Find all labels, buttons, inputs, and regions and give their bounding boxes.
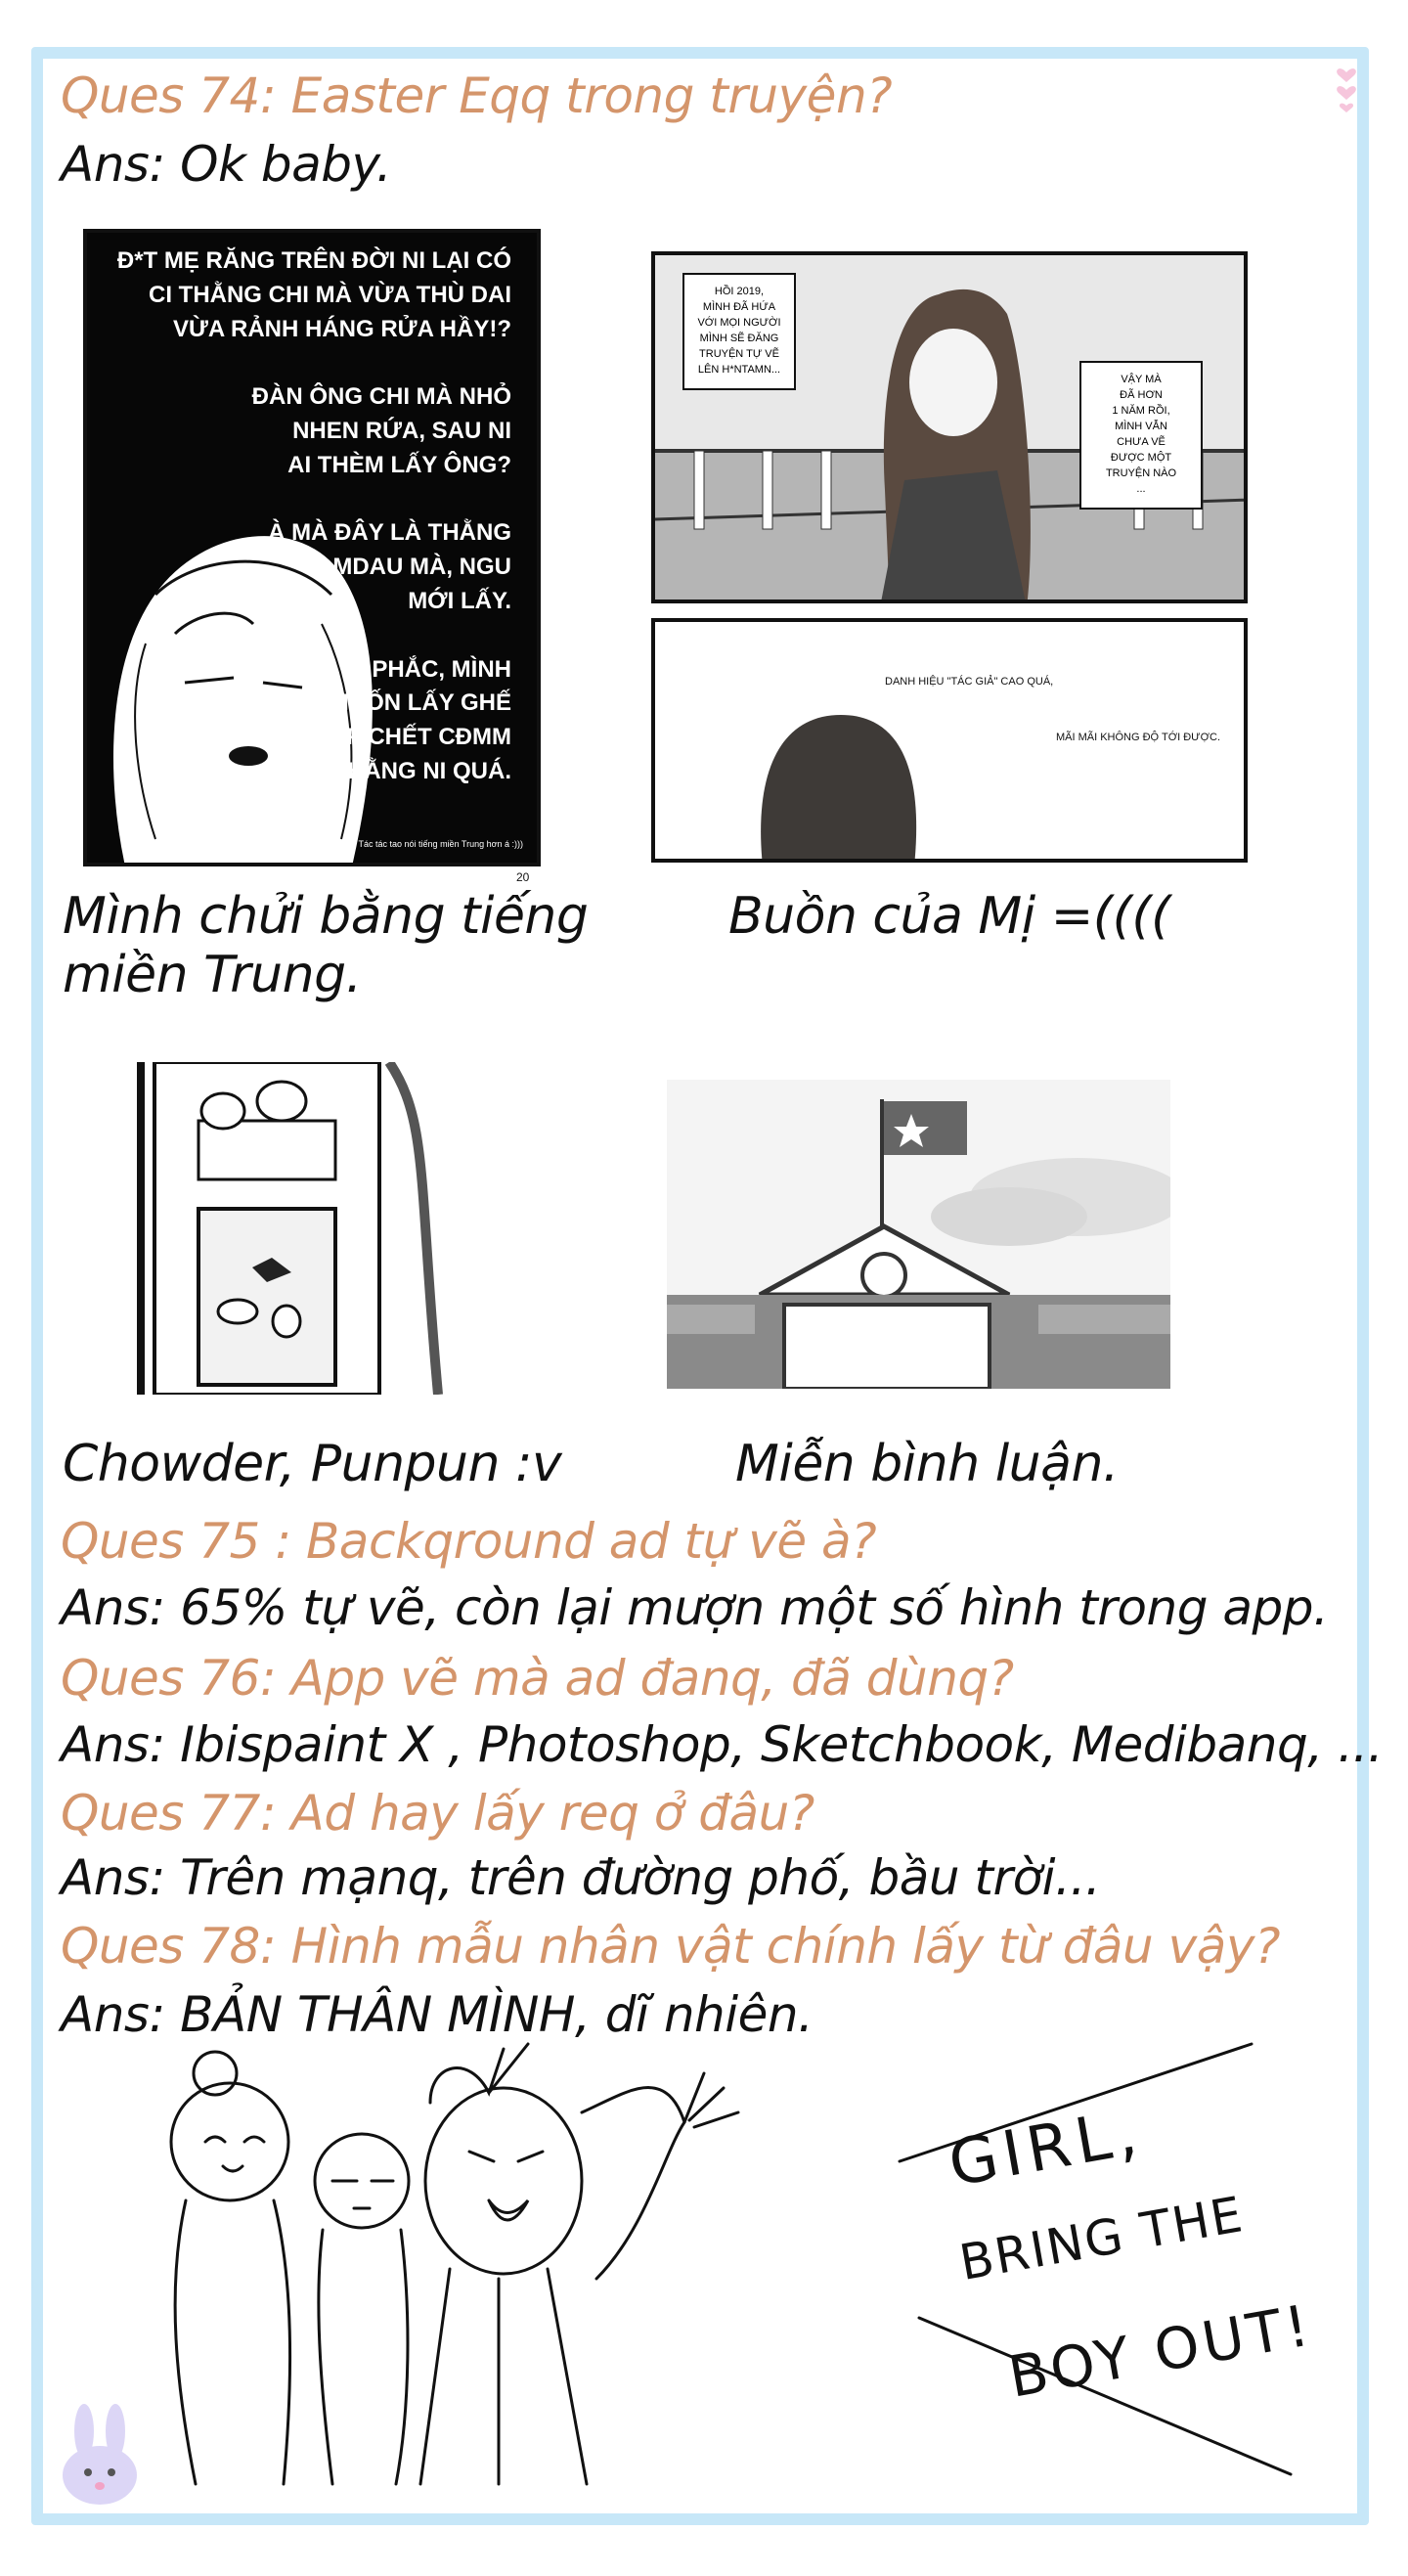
sketch-text-2: BRING THE xyxy=(955,2185,1249,2292)
bunny-icon xyxy=(55,2402,149,2509)
question-74: Ques 74: Easter Eqq trong truyện? xyxy=(61,67,893,124)
narration-line-2: MÃI MÃI KHÔNG ĐỘ TỚI ĐƯỢC. xyxy=(1056,732,1221,743)
answer-78: Ans: BẢN THÂN MÌNH, dĩ nhiên. xyxy=(61,1986,814,2043)
answer-74: Ans: Ok baby. xyxy=(61,136,392,193)
question-75: Ques 75 : Backqround ad tự vẽ à? xyxy=(61,1513,877,1570)
hearts-icon xyxy=(1332,59,1361,117)
question-77: Ques 77: Ad hay lấy req ở đâu? xyxy=(61,1785,814,1842)
caption-chowder: Chowder, Punpun :v xyxy=(63,1435,562,1493)
cupboard-sketch xyxy=(145,1062,450,1395)
narration-box-1: HỒI 2019, MÌNH ĐÃ HỨA VỚI MỌI NGƯỜI MÌNH SẼ ĐĂNG TRUYỆN TỰ VẼ LÊN H*NTAMN... xyxy=(682,273,796,390)
question-76: Ques 76: App vẽ mà ad đanq, đã dùnq? xyxy=(61,1650,1014,1707)
narration-box-2: VẬY MÀ ĐÃ HƠN 1 NĂM RỒI, MÌNH VẪN CHƯA VẼ ĐƯỢC MỘT TRUYỆN NÀO ... xyxy=(1079,361,1203,510)
manga-panel-rant xyxy=(83,229,541,866)
caption-school: Miễn bình luận. xyxy=(735,1435,1119,1493)
manga-panel-sad-bottom xyxy=(651,618,1248,863)
manga-panel-sad-top xyxy=(651,251,1248,603)
answer-77: Ans: Trên mạnq, trên đường phố, bầu trời... xyxy=(61,1849,1101,1906)
page-number: 20 xyxy=(516,870,530,884)
school-building-sketch xyxy=(667,1080,1170,1389)
manga-panel-school xyxy=(667,1080,1170,1389)
rant-text: Đ*T MẸ RĂNG TRÊN ĐỜI NI LẠI CÓ CI THẰNG CHI MÀ VỪA THÙ DAI VỪA RẢNH HÁNG RỬA HẦY!? ĐÀN ÔNG CHI MÀ NHỎ NHEN RỨA, SAU NI AI THÈM LẤY ÔNG? À MÀ ĐÂY LÀ THẰNG AMDAU MÀ, NGU MỚI LẤY. PHẮC, MÌNH MUỐN LẤY GHẾ ĐẬP CHẾT CĐMM THẰNG NI QUÁ. xyxy=(116,247,511,784)
characters-sketch xyxy=(137,2034,880,2504)
sketch-speech xyxy=(880,2024,1349,2484)
rant-footnote: ps: Tác tác tao nói tiếng miền Trung hơn á :))) xyxy=(344,839,523,849)
sketch-text-1: GIRL, xyxy=(944,2096,1148,2201)
answer-75: Ans: 65% tự vẽ, còn lại mượn một số hình trong app. xyxy=(61,1579,1329,1636)
narration-line-1: DANH HIỆU "TÁC GIẢ" CAO QUÁ, xyxy=(885,676,1054,688)
caption-sad: Buồn của Mị =(((( xyxy=(728,887,1170,946)
caption-rant: Mình chửi bằng tiếng miền Trung. xyxy=(63,887,589,1004)
question-78: Ques 78: Hình mẫu nhân vật chính lấy từ đâu vậy? xyxy=(61,1918,1280,1975)
manga-panel-cupboard xyxy=(137,1062,450,1395)
sketch-text-3: BOY OUT! xyxy=(1003,2291,1318,2411)
answer-76: Ans: Ibispaint X , Photoshop, Sketchbook, Medibanq, ... xyxy=(61,1716,1384,1773)
